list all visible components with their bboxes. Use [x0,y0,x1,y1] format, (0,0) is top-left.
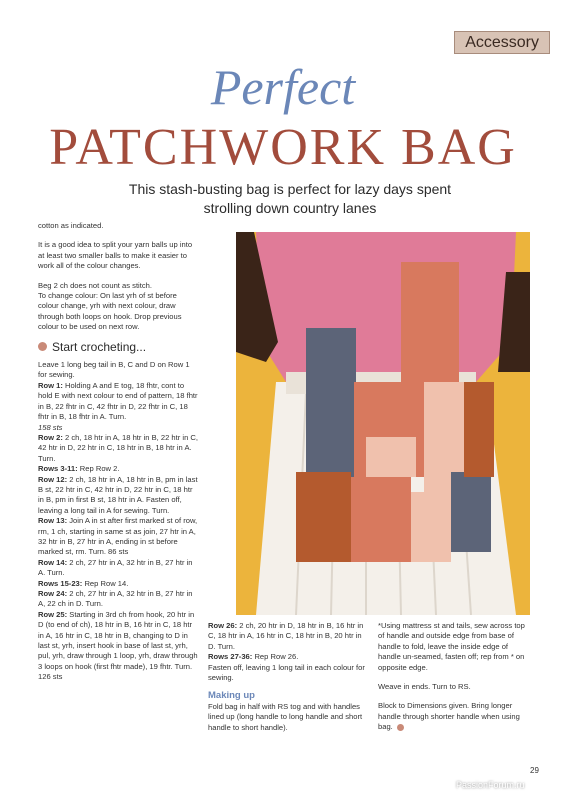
intro-para: Beg 2 ch does not count as stitch. [38,280,152,290]
row-instruction: Row 13: Join A in st after first marked st of row, rm, 1 ch, starting in same st as join, 27 htr in A, 32 htr in B, 27 htr in A, ending in st before marked st, rm. Turn. 86 sts [38,516,198,557]
intro-para: cotton as indicated. [38,221,104,230]
makeup-para: Block to Dimensions given. Bring longer handle through shorter handle when using bag. [378,701,520,732]
row-instruction: Row 1: Holding A and E tog, 18 fhtr, cont to hold E with next colour to end of pattern, 18 fhtr in B, 22 fhtr in C, 42 fhtr in D, 22 fhtr in C, 18 fhtr in B, 18 fhtr in A. Turn. [38,380,198,422]
row-instruction: 158 sts [38,422,63,432]
makeup-text: Fold bag in half with RS tog and with handles lined up (long handle to long handle and short handle to short handle). [208,701,363,732]
bullet-dot-icon [38,342,47,351]
bag-illustration [236,232,530,615]
makeup-para: Weave in ends. Turn to RS. [378,682,471,692]
start-heading [38,339,198,354]
row-instruction: Fasten off, leaving 1 long tail in each colour for sewing. [208,662,365,683]
row-instruction: Row 12: 2 ch, 18 htr in A, 18 htr in B, pm in last B st, 22 htr in C, 42 htr in D, 22 htr in C, 18 htr in B, pm in first B st, 18 htr in A. Fasten off, leaving a long tail in A for sewing. Turn. [38,474,198,515]
row-instruction: Row 14: 2 ch, 27 htr in A, 32 htr in B, 27 htr in A. Turn. [38,557,193,578]
row-instruction: Row 2: 2 ch, 18 htr in A, 18 htr in B, 22 htr in C, 42 htr in D, 22 htr in C, 18 htr in B, 18 htr in A. Turn. [38,432,198,463]
page-number: 29 [530,766,539,775]
row-instruction: Rows 27-36: Rep Row 26. [208,652,299,662]
right-column [378,621,530,742]
intro-para: To change colour: On last yrh of st before colour change, yrh with next colour, draw through both loops on hook. Drop previous colour to be used on next row. [38,291,182,332]
makeup-para: *Using mattress st and tails, sew across top of handle and outside edge from base of handle to fold, leave the inside edge of handle un-seamed, fasten off; rep from * on opposite edge. [378,621,525,672]
row-instruction: Row 25: Starting in 3rd ch from hook, 20 htr in D (to end of ch), 18 htr in B, 16 htr in C, 18 htr in A, 16 htr in C, 18 htr in B, changing to D in last st, yrh, insert hook in base of last st, yrh, pul, yrh, draw through 1 loop, yrh, draw through 3 loops on hook (first fhtr made), 19 fhtr. Turn. 126 sts [38,609,198,682]
row-instruction: Row 26: 2 ch, 20 htr in D, 18 htr in B, 16 htr in C, 18 htr in A, 16 htr in C, 18 htr in B, 20 htr in D. Turn. [208,621,364,651]
start-heading-text: Start crocheting... [52,339,147,354]
row-instruction: Row 24: 2 ch, 27 htr in A, 32 htr in B, 27 htr in A, 22 ch in D. Turn. [38,589,193,609]
makeup-heading: Making up [208,690,255,702]
standfirst: This stash-busting bag is perfect for lazy days spent strolling down country lanes [128,181,452,216]
left-column [38,221,198,683]
start-intro: Leave 1 long beg tail in B, C and D on Row 1 for sewing. [38,360,190,380]
section-tab: Accessory [454,31,550,54]
bag-photo [236,232,530,615]
page-title: PATCHWORK BAG [49,119,517,176]
row-instructions-left [38,381,198,683]
watermark: PassionForum.ru [456,780,525,790]
row-instruction: Rows 15-23: Rep Row 14. [38,578,129,588]
end-mark-icon [397,724,404,731]
row-instruction: Rows 3-11: Rep Row 2. [38,464,120,474]
intro-para: It is a good idea to split your yarn balls up into at least two smaller balls to make it easier to work all of the colour changes. [38,240,193,271]
middle-column [208,621,368,742]
title-script: Perfect [210,59,356,115]
